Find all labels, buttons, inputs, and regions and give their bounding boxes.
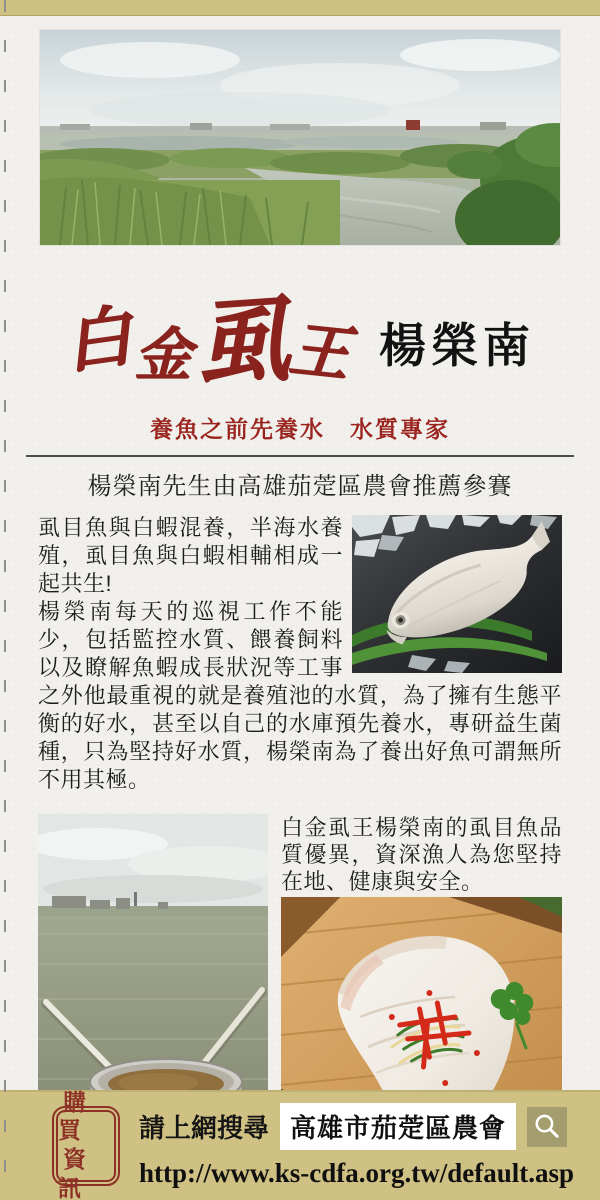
search-term-box[interactable]: 高雄市茄萣區農會 — [280, 1103, 516, 1150]
purchase-info-footer — [0, 1090, 600, 1200]
search-icon-button[interactable] — [527, 1107, 567, 1147]
website-url-link[interactable]: http://www.ks-cdfa.org.tw/default.asp — [139, 1158, 575, 1188]
article-body — [38, 514, 562, 794]
wetland-panorama-photo — [40, 30, 560, 245]
article-paragraph-3: 白金虱王楊榮南的虱目魚品質優異，資深漁人為您堅持在地、健康與安全。 — [281, 815, 562, 894]
milkfish-on-ice-photo — [352, 515, 562, 673]
top-accent-strip — [0, 0, 600, 16]
divider-line — [26, 455, 574, 457]
article-paragraph-1: 虱目魚與白蝦混養，半海水養殖，虱目魚與白蝦相輔相成一起共生! — [38, 515, 343, 596]
purchase-info-badge-inner — [56, 1089, 116, 1200]
badge-line-1: 購買 — [58, 1089, 91, 1144]
calligraphy-char: 虱 — [190, 285, 293, 398]
calligraphy-char: 白 — [60, 299, 136, 381]
badge-line-2: 資訊 — [58, 1147, 91, 1200]
calligraphy-char: 王 — [285, 315, 353, 388]
perforation-dashed-edge — [4, 0, 6, 1200]
tagline: 養魚之前先養水 水質專家 — [150, 416, 450, 442]
calligraphy-char: 金 — [133, 323, 191, 387]
brand-calligraphy-title — [60, 285, 353, 398]
magnifier-icon — [530, 1110, 564, 1144]
article-paragraph-2: 楊榮南每天的巡視工作不能少，包括監控水質、餵養飼料以及瞭解魚蝦成長狀況等工事之外他最重視的就是養殖池的水質，為了擁有生態平衡的好水，甚至以自己的水庫預先養水，專研益生菌種，只為堅持好水質，楊榮南為了養出好魚可謂無所不用其極。 — [38, 599, 562, 792]
farmer-name: 楊榮南 — [379, 318, 535, 372]
recommendation-line: 楊榮南先生由高雄茄萣區農會推薦參賽 — [87, 473, 513, 500]
brand-title-row — [0, 273, 600, 398]
footer-right-block — [139, 1103, 574, 1189]
search-prompt-label: 請上網搜尋 — [139, 1113, 270, 1143]
search-row — [139, 1103, 574, 1150]
purchase-info-badge — [52, 1089, 120, 1200]
